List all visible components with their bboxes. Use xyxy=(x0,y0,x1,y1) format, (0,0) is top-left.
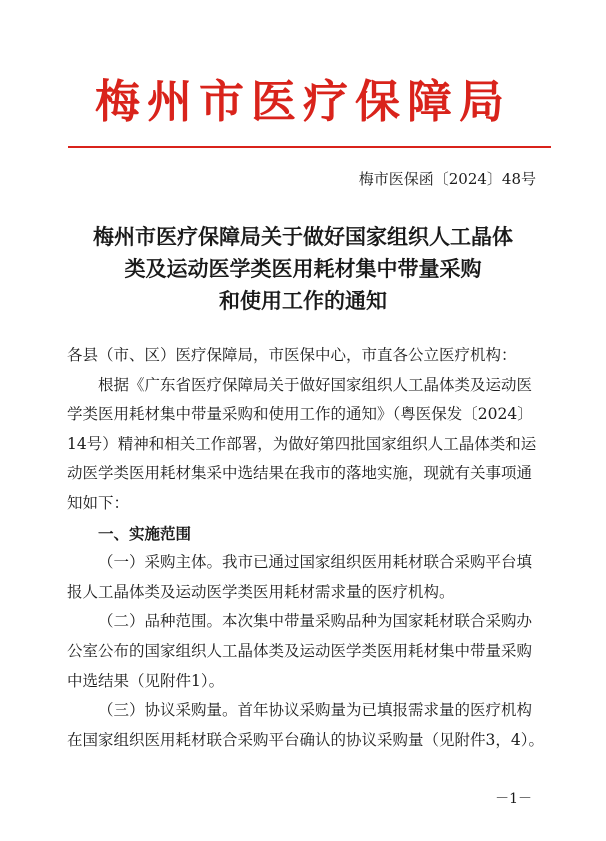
page-number: －1－ xyxy=(495,791,532,807)
title-line: 类及运动医学类医用耗材集中带量采购 xyxy=(124,256,482,281)
title-line: 和使用工作的通知 xyxy=(219,288,387,313)
section-heading: 一、实施范围 xyxy=(98,523,192,543)
document-title xyxy=(60,221,546,317)
title-line: 梅州市医疗保障局关于做好国家组织人工晶体 xyxy=(93,224,513,249)
salutation: 各县（市、区）医疗保障局，市医保中心，市直各公立医疗机构： xyxy=(67,346,517,364)
paragraph-agreed-volume: （三）协议采购量。首年协议采购量为已填报需求量的医疗机构在国家组织医用耗材联合采购平台确认的协议采购量（见附件3，4）。 xyxy=(67,701,544,749)
intro-paragraph: 根据《广东省医疗保障局关于做好国家组织人工晶体类及运动医学类医用耗材集中带量采购和使用工作的通知》（粤医保发〔2024〕14号）精神和相关工作部署，为做好第四批国家组织人工晶体类和运动医学类医用耗材集采中选结果在我市的落地实施，现就有关事项通知如下： xyxy=(67,375,537,512)
document-number: 梅市医保函〔2024〕48号 xyxy=(358,170,536,188)
document-body xyxy=(67,341,545,755)
paragraph-variety-scope: （二）品种范围。本次集中带量采购品种为国家耗材联合采购办公室公布的国家组织人工晶体类及运动医学类医用耗材集中带量采购中选结果（见附件1）。 xyxy=(67,612,533,690)
paragraph-procurement-subject: （一）采购主体。我市已通过国家组织医用耗材联合采购平台填报人工晶体类及运动医学类医用耗材需求量的医疗机构。 xyxy=(67,553,533,601)
agency-masthead: 梅州市医疗保障局 xyxy=(94,75,511,128)
red-divider xyxy=(68,146,551,148)
